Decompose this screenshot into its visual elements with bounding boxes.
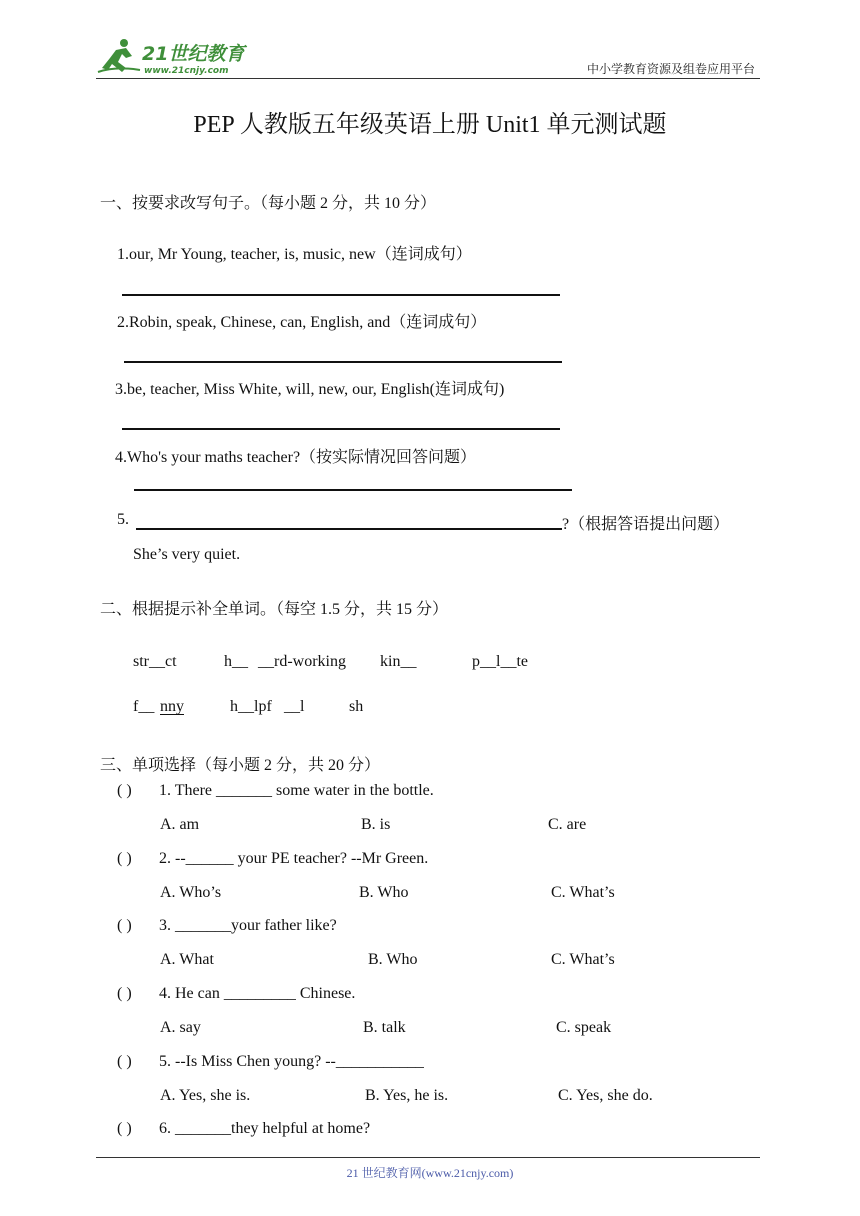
word-shy: sh bbox=[349, 698, 364, 715]
mc-2-bracket: ( ) bbox=[117, 850, 132, 867]
mc-1-question: 1. There _______ some water in the bottle. bbox=[159, 782, 434, 799]
mc-6-question: 6. _______they helpful at home? bbox=[159, 1120, 371, 1137]
mc-1-option-b: B. is bbox=[361, 816, 391, 833]
s1-answer-line-3 bbox=[122, 428, 560, 430]
word-strict: str__ct bbox=[133, 653, 177, 670]
s1-question-5-number: 5. bbox=[117, 511, 129, 528]
s1-question-2: 2.Robin, speak, Chinese, can, English, and（连词成句） bbox=[117, 314, 487, 331]
header-divider bbox=[96, 78, 760, 79]
s1-answer-line-1 bbox=[122, 294, 560, 296]
mc-1-option-c: C. are bbox=[548, 816, 587, 833]
platform-label: 中小学教育资源及组卷应用平台 bbox=[586, 62, 755, 76]
s1-question-5-answer: She’s very quiet. bbox=[133, 546, 241, 563]
section3-heading: 三、单项选择（每小题 2 分，共 20 分） bbox=[100, 757, 381, 774]
section2-heading: 二、根据提示补全单词。（每空 1.5 分，共 15 分） bbox=[100, 601, 449, 618]
word-kind: kin__ bbox=[380, 653, 417, 670]
footer-divider bbox=[96, 1157, 760, 1158]
mc-5-bracket: ( ) bbox=[117, 1053, 132, 1070]
mc-4-option-a: A. say bbox=[160, 1019, 201, 1036]
mc-1-bracket: ( ) bbox=[117, 782, 132, 799]
mc-2-option-a: A. Who’s bbox=[160, 884, 222, 901]
s1-answer-line-2 bbox=[124, 361, 562, 363]
s1-question-3: 3.be, teacher, Miss White, will, new, our, English(连词成句) bbox=[115, 381, 505, 398]
word-helpful-a: h__lpf bbox=[230, 698, 272, 715]
mc-5-option-c: C. Yes, she do. bbox=[558, 1087, 653, 1104]
logo-url: www.21cnjy.com bbox=[144, 66, 229, 76]
mc-3-option-a: A. What bbox=[160, 951, 214, 968]
word-hard-b: __rd-working bbox=[258, 653, 346, 670]
footer-text[interactable]: 21 世纪教育网(www.21cnjy.com) bbox=[346, 1166, 514, 1180]
mc-2-question: 2. --______ your PE teacher? --Mr Green. bbox=[159, 850, 429, 867]
mc-3-option-b: B. Who bbox=[368, 951, 418, 968]
mc-5-question: 5. --Is Miss Chen young? --___________ bbox=[159, 1053, 424, 1070]
mc-2-option-b: B. Who bbox=[359, 884, 409, 901]
mc-3-question: 3. _______your father like? bbox=[159, 917, 337, 934]
mc-4-bracket: ( ) bbox=[117, 985, 132, 1002]
mc-5-option-b: B. Yes, he is. bbox=[365, 1087, 449, 1104]
mc-5-option-a: A. Yes, she is. bbox=[160, 1087, 251, 1104]
mc-4-option-c: C. speak bbox=[556, 1019, 612, 1036]
logo-text: 21世纪教育 bbox=[142, 43, 245, 65]
word-funny-a: f__ bbox=[133, 698, 155, 715]
word-funny-b: nny bbox=[160, 698, 184, 715]
mc-4-option-b: B. talk bbox=[363, 1019, 406, 1036]
mc-1-option-a: A. am bbox=[160, 816, 200, 833]
s1-question-4: 4.Who's your maths teacher?（按实际情况回答问题） bbox=[115, 449, 477, 466]
page-title: PEP 人教版五年级英语上册 Unit1 单元测试题 bbox=[193, 112, 667, 138]
mc-6-bracket: ( ) bbox=[117, 1120, 132, 1137]
word-polite: p__l__te bbox=[472, 653, 528, 670]
mc-2-option-c: C. What’s bbox=[551, 884, 615, 901]
mc-3-option-c: C. What’s bbox=[551, 951, 615, 968]
s1-answer-line-4 bbox=[134, 489, 572, 491]
mc-4-question: 4. He can _________ Chinese. bbox=[159, 985, 356, 1002]
s1-answer-line-5 bbox=[136, 528, 562, 530]
mc-3-bracket: ( ) bbox=[117, 917, 132, 934]
section1-heading: 一、按要求改写句子。（每小题 2 分，共 10 分） bbox=[100, 195, 437, 212]
word-helpful-b: __l bbox=[284, 698, 305, 715]
word-hard-a: h__ bbox=[224, 653, 248, 670]
logo bbox=[96, 36, 266, 78]
runner-icon bbox=[98, 39, 140, 72]
s1-question-5-tail: ?（根据答语提出问题） bbox=[562, 516, 730, 533]
s1-question-1: 1.our, Mr Young, teacher, is, music, new（连词成句） bbox=[117, 246, 472, 263]
